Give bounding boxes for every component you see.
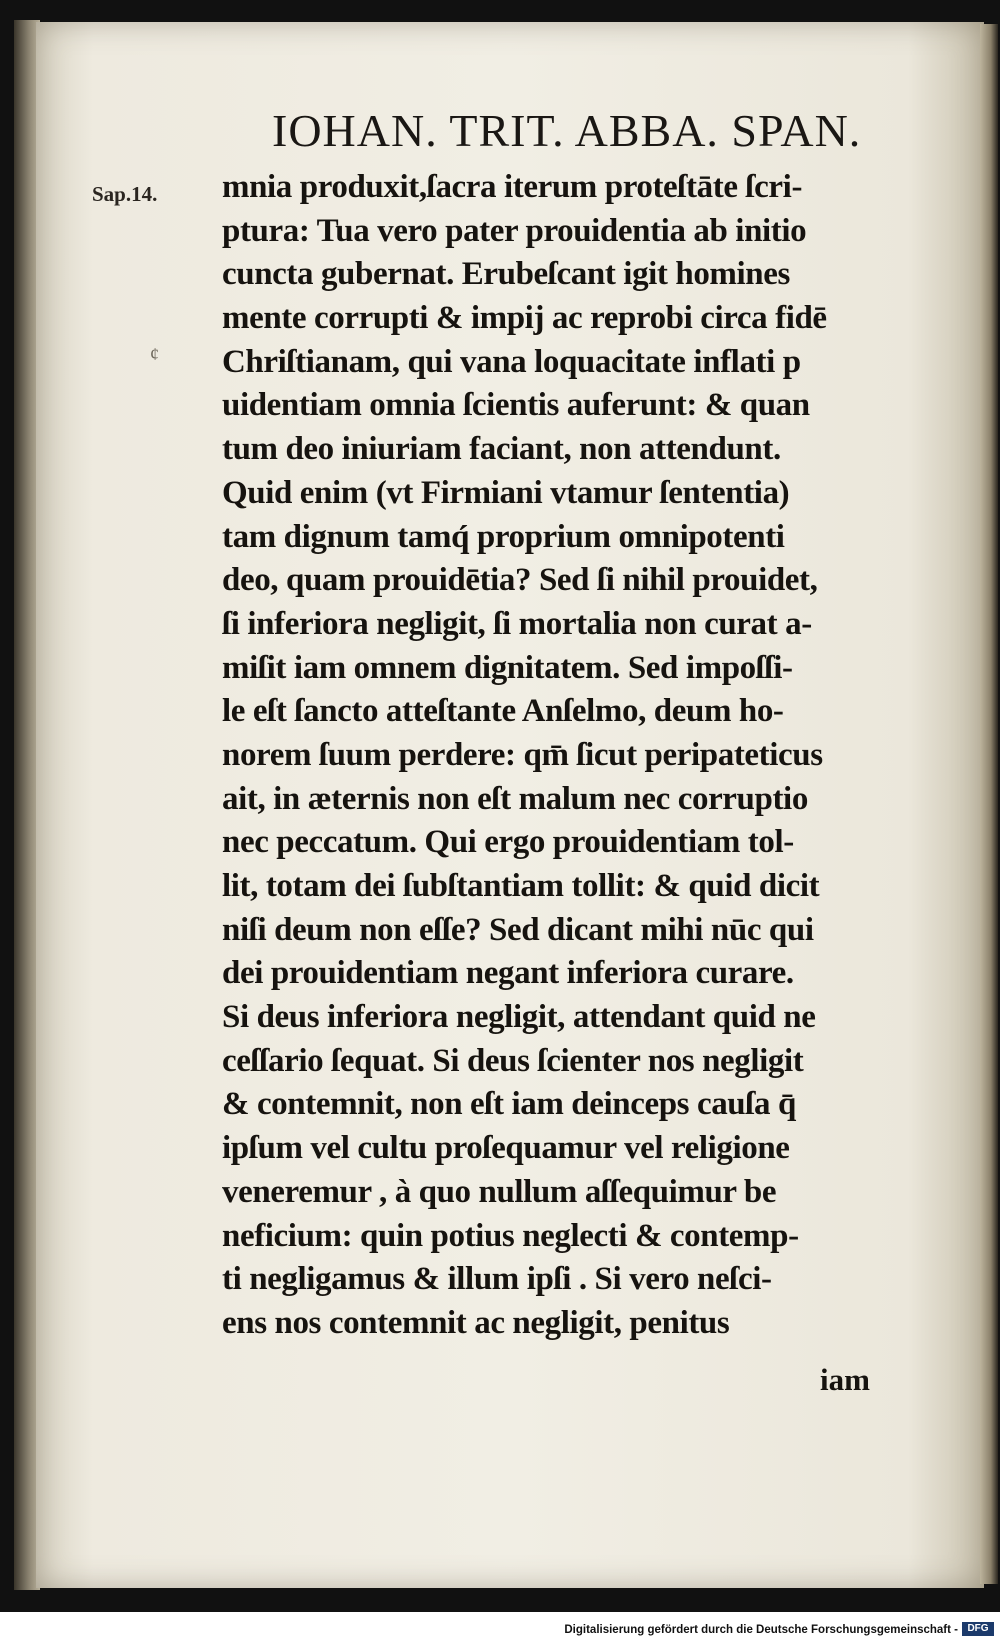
text-line: nec peccatum. Qui ergo prouidentiam tol- — [222, 824, 794, 861]
text-line: Chriſtianam, qui vana loquacitate inflati p — [222, 343, 801, 380]
dfg-logo-icon: DFG — [962, 1622, 994, 1636]
footer-credit: Digitalisierung gefördert durch die Deutsche Forschungsgemeinschaft - — [564, 1624, 958, 1636]
body-text — [222, 166, 912, 1346]
text-line: tam dignum tamq́ proprium omnipotenti — [222, 518, 785, 555]
catchword: iam — [820, 1362, 870, 1397]
text-line: ceſſario ſequat. Si deus ſcienter nos negligit — [222, 1042, 804, 1079]
text-line: le eſt ſancto atteſtante Anſelmo, deum ho- — [222, 693, 784, 730]
text-line: veneremur , à quo nullum aſſequimur be — [222, 1173, 777, 1210]
text-line: miſit iam omnem dignitatem. Sed impoſſi- — [222, 649, 793, 686]
text-line: Si deus inferiora negligit, attendant quid ne — [222, 999, 816, 1036]
running-head: IOHAN. TRIT. ABBA. SPAN. — [272, 105, 862, 156]
text-line: lit, totam dei ſubſtantiam tollit: & quid dicit — [222, 868, 820, 904]
text-line: uidentiam omnia ſcientis auferunt: & quan — [222, 387, 810, 424]
text-line: cuncta gubernat. Erubeſcant igit homines — [222, 256, 790, 293]
page-edge-right — [980, 24, 998, 1584]
text-line: mnia produxit,ſacra iterum proteſtāte ſcri- — [222, 169, 803, 205]
margin-note: Sap.14. — [92, 182, 158, 206]
text-line: niſi deum non eſſe? Sed dicant mihi nūc qui — [222, 911, 814, 948]
text-line: Quid enim (vt Firmiani vtamur ſententia) — [222, 474, 790, 511]
text-line: mente corrupti & impij ac reprobi circa fidē — [222, 300, 827, 337]
margin-mark: ¢ — [150, 344, 159, 364]
text-line: deo, quam prouidētia? Sed ſi nihil prouidet, — [222, 562, 818, 599]
text-line: ens nos contemnit ac negligit, penitus — [222, 1304, 730, 1341]
text-line: ptura: Tua vero pater prouidentia ab initio — [222, 212, 807, 249]
text-line: ti negligamus & illum ipſi . Si vero neſci- — [222, 1261, 772, 1298]
text-line: ſi inferiora negligit, ſi mortalia non curat a- — [222, 605, 812, 642]
text-line: ipſum vel cultu proſequamur vel religione — [222, 1130, 790, 1167]
text-line: norem ſuum perdere: qm̄ ſicut peripateticus — [222, 736, 823, 773]
text-line: & contemnit, non eſt iam deinceps cauſa q̄ — [222, 1086, 796, 1123]
text-line: tum deo iniuriam faciant, non attendunt. — [222, 431, 781, 468]
text-line: dei prouidentiam negant inferiora curare. — [222, 955, 794, 992]
text-line: neficium: quin potius neglecti & contemp- — [222, 1217, 799, 1254]
text-line: ait, in æternis non eſt malum nec corruptio — [222, 780, 808, 817]
